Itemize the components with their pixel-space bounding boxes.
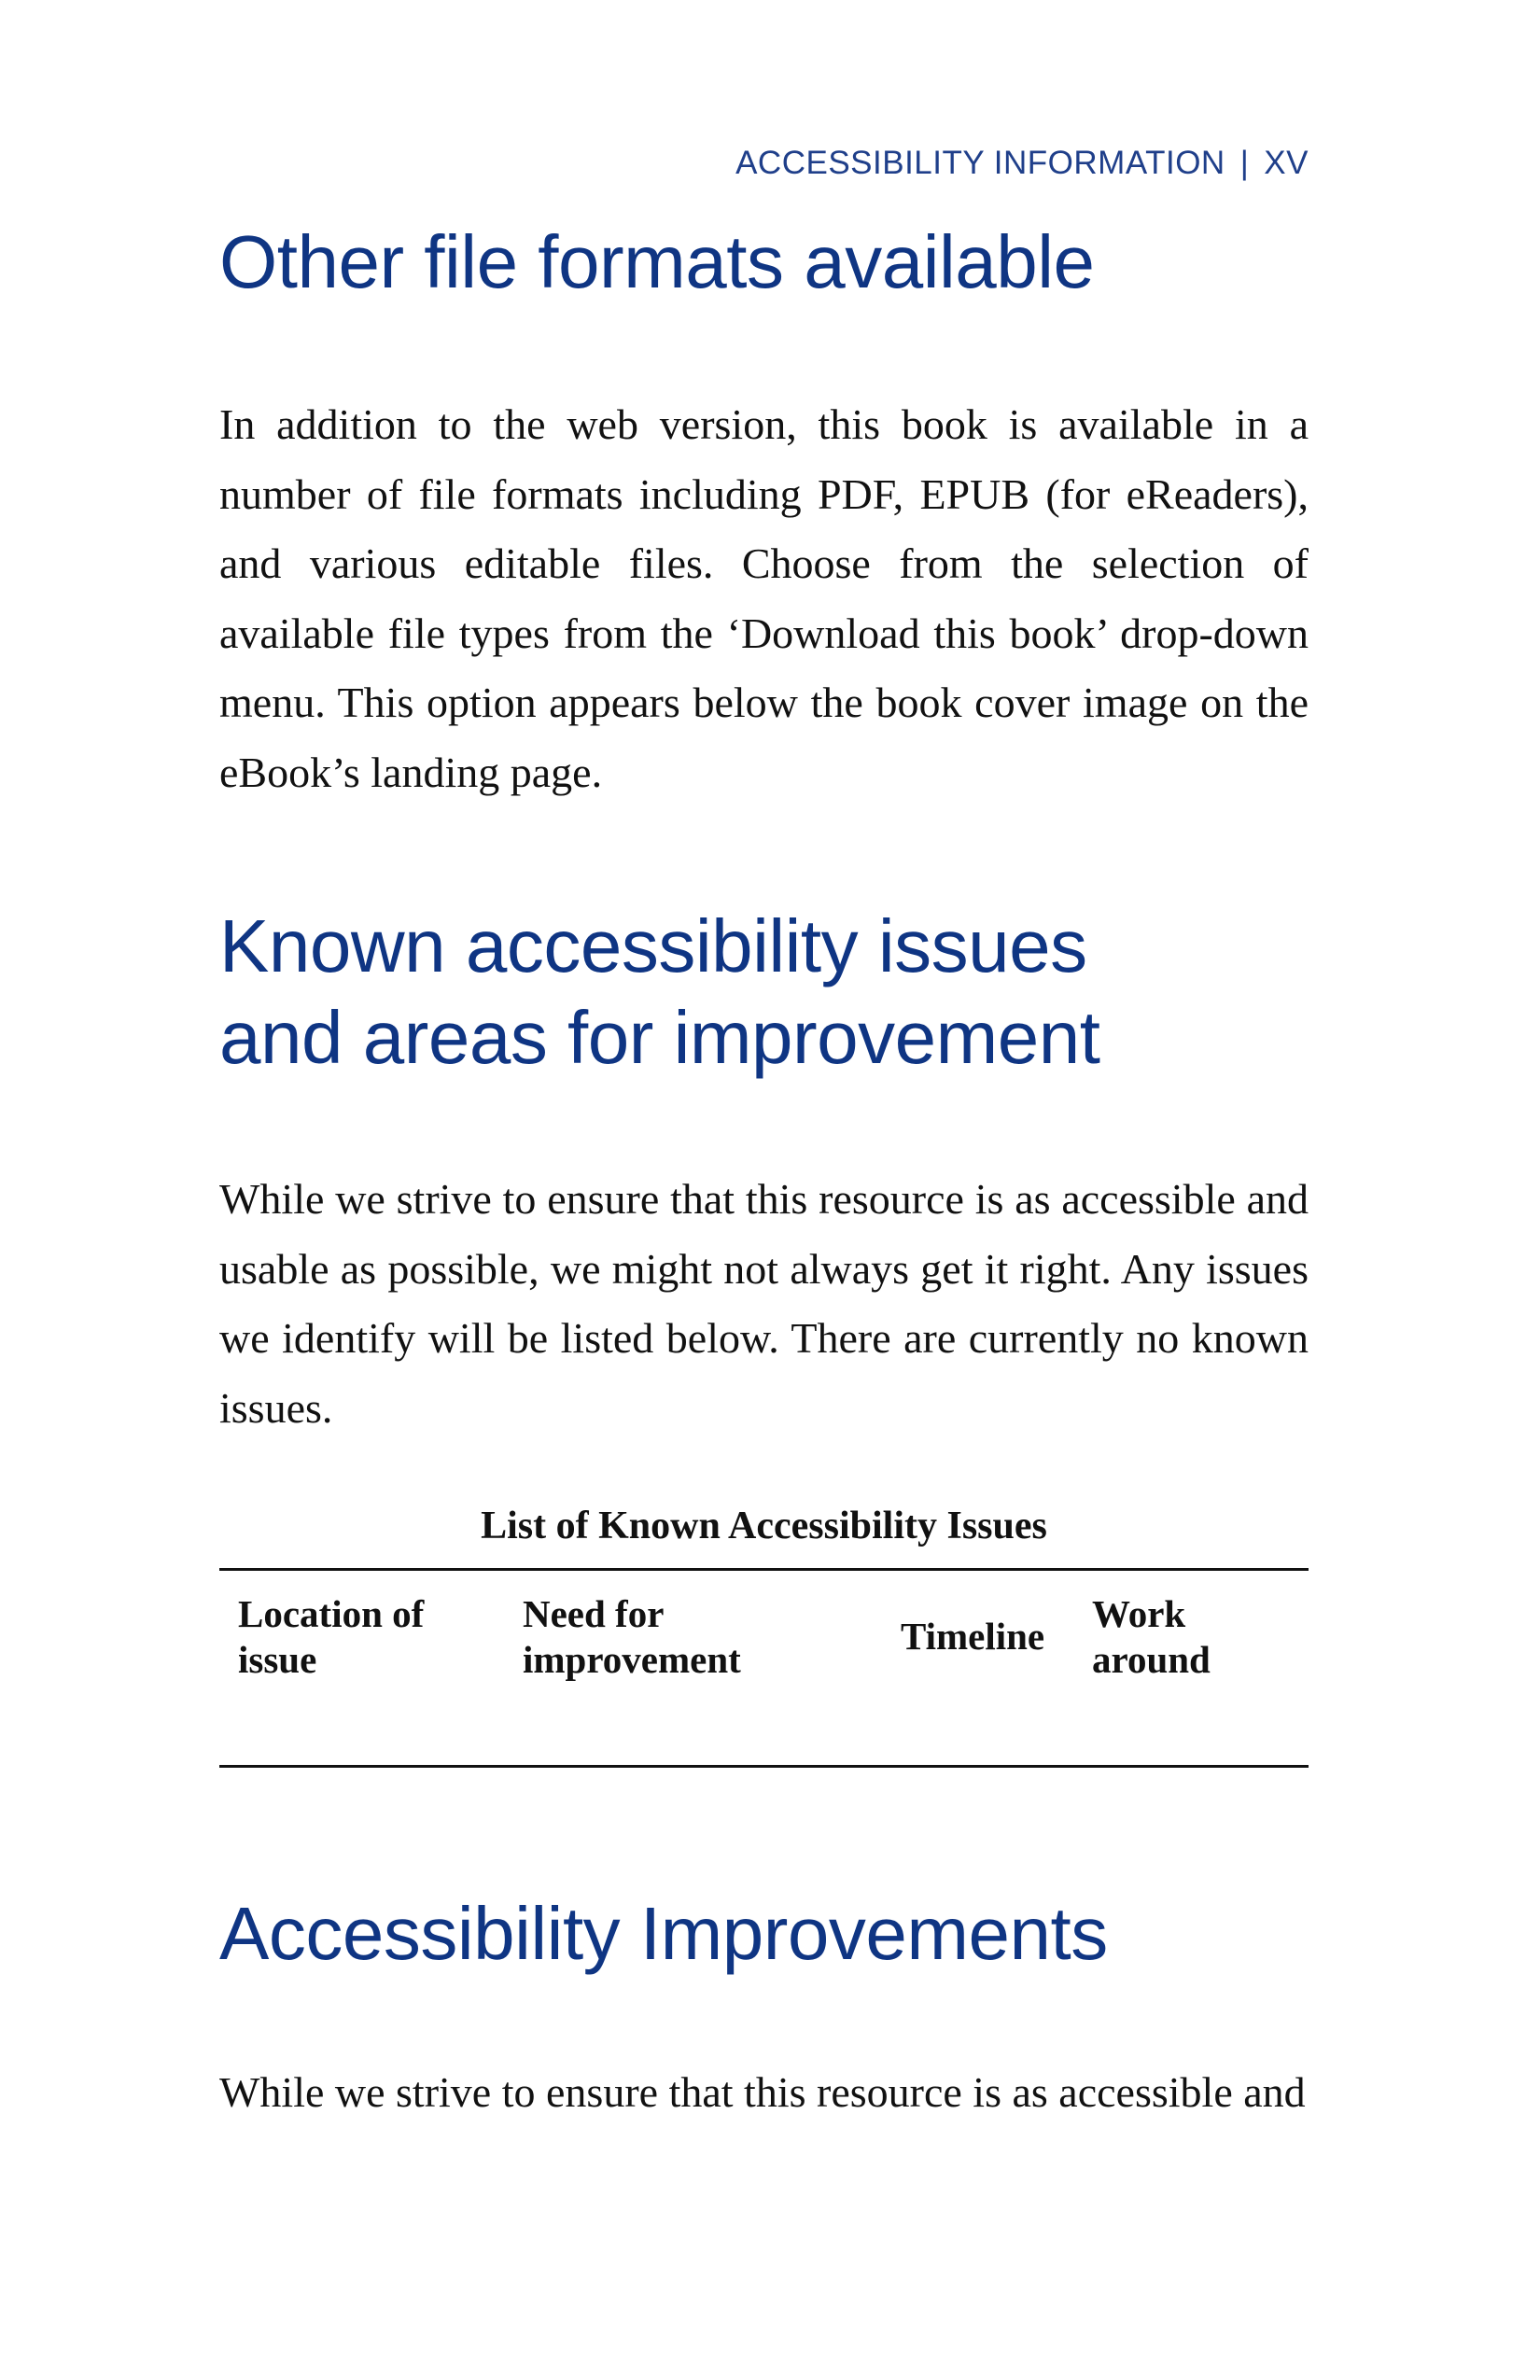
running-header-section: ACCESSIBILITY INFORMATION xyxy=(735,145,1225,181)
column-header-timeline-label: Timeline xyxy=(901,1615,1045,1658)
table-header-row xyxy=(219,1570,1309,1767)
heading-known-line-2: and areas for improvement xyxy=(219,996,1100,1079)
known-issues-table-block xyxy=(219,1493,1309,1768)
page-number: XV xyxy=(1264,145,1309,181)
paragraph-known-issues: While we strive to ensure that this resource is as accessible and usable as possible, we might not always get it right. Any issues we identify will be listed below. There are currently no known issues. xyxy=(219,1175,1309,1432)
column-header-timeline xyxy=(882,1570,1073,1767)
paragraph-file-formats: In addition to the web version, this book is available in a number of file formats including PDF, EPUB (for eReaders), and various editable files. Choose from the selection of available file types from the ‘Download this book’ drop-down menu. This option appears below the book cover image on the eBook’s landing page. xyxy=(219,400,1309,796)
running-header-separator: | xyxy=(1239,145,1250,181)
heading-known-accessibility-issues xyxy=(219,901,1100,1084)
paragraph-improvements: While we strive to ensure that this resource is as accessible and xyxy=(219,2068,1306,2116)
column-header-location: Location of issue xyxy=(238,1592,425,1681)
heading-accessibility-improvements: Accessibility Improvements xyxy=(219,1892,1108,1975)
column-header-workaround: Work around xyxy=(1092,1592,1211,1681)
column-header-need: Need for improvement xyxy=(523,1592,741,1681)
heading-other-file-formats: Other file formats available xyxy=(219,220,1095,303)
known-issues-table xyxy=(219,1568,1309,1768)
table-caption: List of Known Accessibility Issues xyxy=(481,1505,1047,1547)
running-header xyxy=(735,145,1309,182)
heading-known-line-1: Known accessibility issues xyxy=(219,904,1087,987)
